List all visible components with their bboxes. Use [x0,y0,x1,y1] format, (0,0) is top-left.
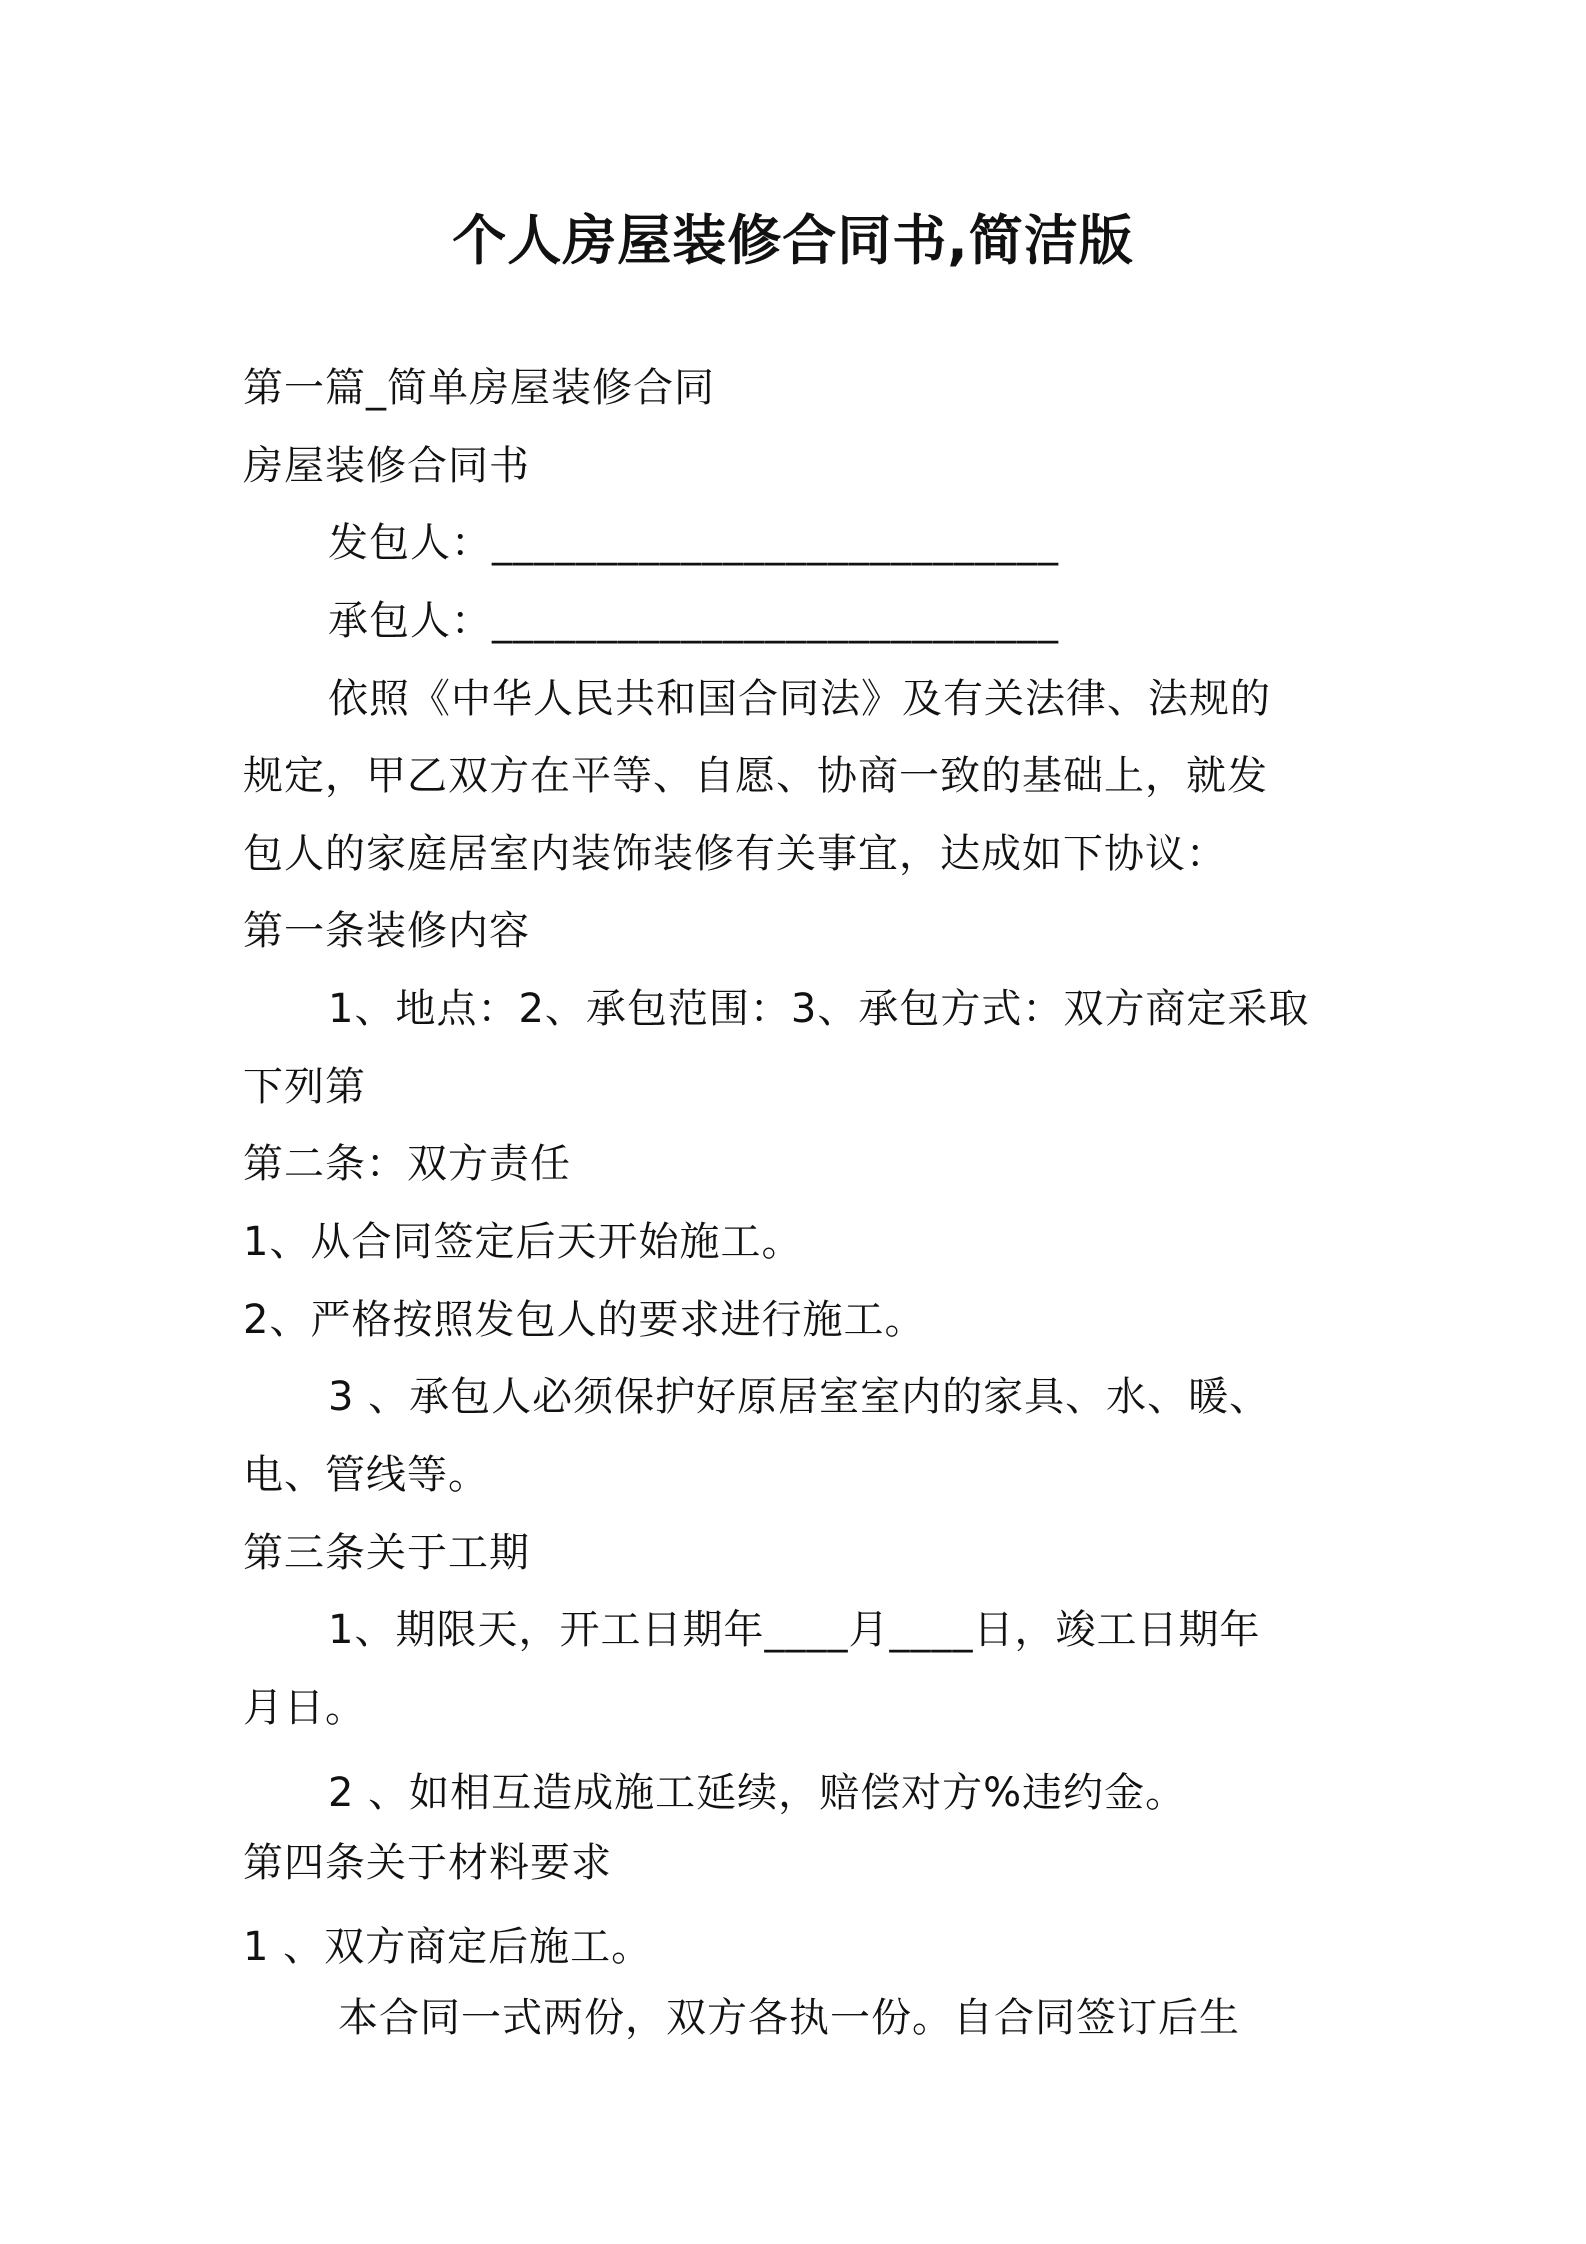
clause-line: 2 、如相互造成施工延续，赔偿对方%违约金。 [328,1770,1187,1816]
closing-line: 本合同一式两份，双方各执一份。自合同签订后生 [338,1995,1240,2041]
article-heading: 第二条：双方责任 [243,1141,571,1187]
preamble-line: 规定，甲乙双方在平等、自愿、协商一致的基础上，就发 [243,753,1268,799]
section-heading: 第一篇_简单房屋装修合同 [243,365,715,411]
clause-line: 下列第 [243,1064,366,1110]
clause-line: 3 、承包人必须保护好原居室室内的家具、水、暖、 [328,1374,1271,1420]
clause-line: 电、管线等。 [243,1452,489,1498]
preamble-line: 包人的家庭居室内装饰装修有关事宜，达成如下协议： [243,831,1227,877]
contract-subtitle: 房屋装修合同书 [243,443,530,489]
clause-line: 1、期限天，开工日期年____月____日，竣工日期年 [328,1607,1261,1653]
preamble-line: 依照《中华人民共和国合同法》及有关法律、法规的 [328,676,1271,722]
article-heading: 第四条关于材料要求 [243,1840,612,1886]
clause-line: 1、从合同签定后天开始施工。 [243,1219,803,1265]
clause-line: 1、地点：2、承包范围：3、承包方式：双方商定采取 [328,986,1310,1032]
clause-line: 月日。 [243,1685,366,1731]
employer-field: 发包人：___________________________ [328,520,1059,566]
article-heading: 第三条关于工期 [243,1530,530,1576]
clause-line: 2、严格按照发包人的要求进行施工。 [243,1297,926,1343]
document-title: 个人房屋装修合同书,简洁版 [452,209,1134,272]
article-heading: 第一条装修内容 [243,908,530,954]
clause-line: 1 、双方商定后施工。 [243,1924,653,1970]
contractor-field: 承包人：___________________________ [328,598,1059,644]
